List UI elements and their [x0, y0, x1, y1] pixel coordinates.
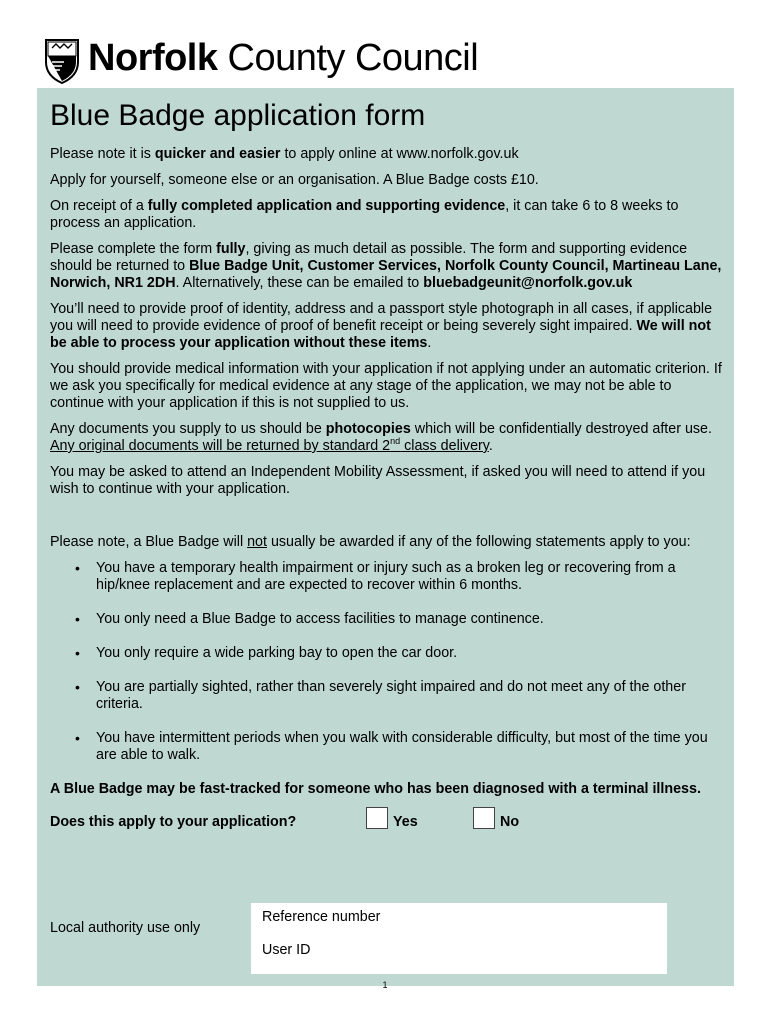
text-bold: fully completed application and supporting evidence	[147, 198, 506, 214]
list-item: • You have intermittent periods when you walk with considerable difficulty, but most of the time you are able to walk.	[96, 730, 722, 764]
list-item: • You are partially sighted, rather than severely sight impaired and do not meet any of the other criteria.	[96, 679, 722, 713]
user-id-field[interactable]: User ID	[262, 942, 311, 958]
text: usually be awarded if any of the following statements apply to you:	[266, 534, 691, 550]
norfolk-crest-icon	[44, 38, 80, 84]
fast-track-note: A Blue Badge may be fast-tracked for someone who has been diagnosed with a terminal illness.	[50, 781, 701, 797]
text: .	[427, 335, 432, 351]
text: Any documents you supply to us should be	[50, 421, 326, 437]
office-use-box	[251, 903, 667, 974]
superscript: nd	[390, 436, 401, 447]
org-name-bold: Norfolk	[88, 37, 218, 79]
exclusion-list	[50, 560, 722, 764]
email-link[interactable]: bluebadgeunit@norfolk.gov.uk	[423, 275, 633, 291]
text: .	[488, 438, 493, 454]
intro-online	[50, 146, 722, 163]
proof-requirements	[50, 301, 722, 352]
underlined-text	[50, 438, 489, 454]
list-item: • You only require a wide parking bay to open the car door.	[96, 645, 722, 662]
yes-checkbox[interactable]	[366, 807, 388, 829]
reference-number-field[interactable]: Reference number	[262, 909, 381, 925]
page-number: 1	[382, 980, 388, 990]
award-note	[50, 534, 722, 551]
form-content	[50, 88, 722, 837]
question-label: Does this apply to your application?	[50, 814, 297, 830]
return-address	[50, 241, 722, 292]
text-bold: photocopies	[325, 421, 411, 437]
text-bold: We will not be able to process your application without these items	[50, 318, 711, 351]
medical-info: You should provide medical information with your application if not applying under an automatic criterion. If we ask you specifically for medical evidence at any stage of the application, we may not be able to continue with your application if this is not supplied to us.	[50, 361, 722, 411]
text: . Alternatively, these can be emailed to	[175, 275, 424, 291]
text: Any original documents will be returned by standard 2	[50, 438, 391, 454]
page-header	[42, 38, 742, 88]
form-panel	[37, 88, 734, 986]
underlined-text: not	[247, 534, 267, 550]
text: Please complete the form	[50, 241, 217, 257]
text-bold: fully	[216, 241, 246, 257]
text: , giving as much detail as possible. The form and supporting evidence should be returned to	[50, 241, 688, 274]
address-bold: Blue Badge Unit, Customer Services, Norfolk County Council, Martineau Lane, Norwich, NR1 2DH	[50, 258, 722, 291]
processing-time	[50, 198, 722, 232]
page-title: Blue Badge application form	[50, 99, 426, 132]
text: to apply online at www.norfolk.gov.uk	[280, 146, 519, 162]
text: which will be confidentially destroyed after use.	[410, 421, 712, 437]
organisation-name	[88, 36, 478, 80]
yes-label: Yes	[393, 814, 418, 830]
text: class delivery	[400, 438, 489, 454]
office-use-label: Local authority use only	[50, 920, 201, 936]
text-bold: quicker and easier	[154, 146, 281, 162]
no-checkbox[interactable]	[473, 807, 495, 829]
text: , it can take 6 to 8 weeks to process an application.	[50, 198, 679, 231]
org-name-light: County Council	[227, 37, 479, 79]
text: Please note it is	[50, 146, 155, 162]
text: Please note, a Blue Badge will	[50, 534, 248, 550]
intro-cost: Apply for yourself, someone else or an organisation. A Blue Badge costs £10.	[50, 172, 539, 188]
text: You’ll need to provide proof of identity, address and a passport style photograph in all cases, if applicable you will need to provide evidence of proof of benefit receipt or being severely sight impaired.	[50, 301, 713, 334]
list-item: • You have a temporary health impairment or injury such as a broken leg or recovering from a hip/knee replacement and are expected to recover within 6 months.	[96, 560, 722, 594]
mobility-assessment: You may be asked to attend an Independent Mobility Assessment, if asked you will need to attend if you wish to continue with your application.	[50, 464, 706, 497]
terminal-illness-question	[50, 807, 722, 837]
list-item: • You only need a Blue Badge to access facilities to manage continence.	[96, 611, 722, 628]
no-label: No	[500, 814, 520, 830]
documents-note	[50, 421, 722, 455]
text: On receipt of a	[50, 198, 148, 214]
